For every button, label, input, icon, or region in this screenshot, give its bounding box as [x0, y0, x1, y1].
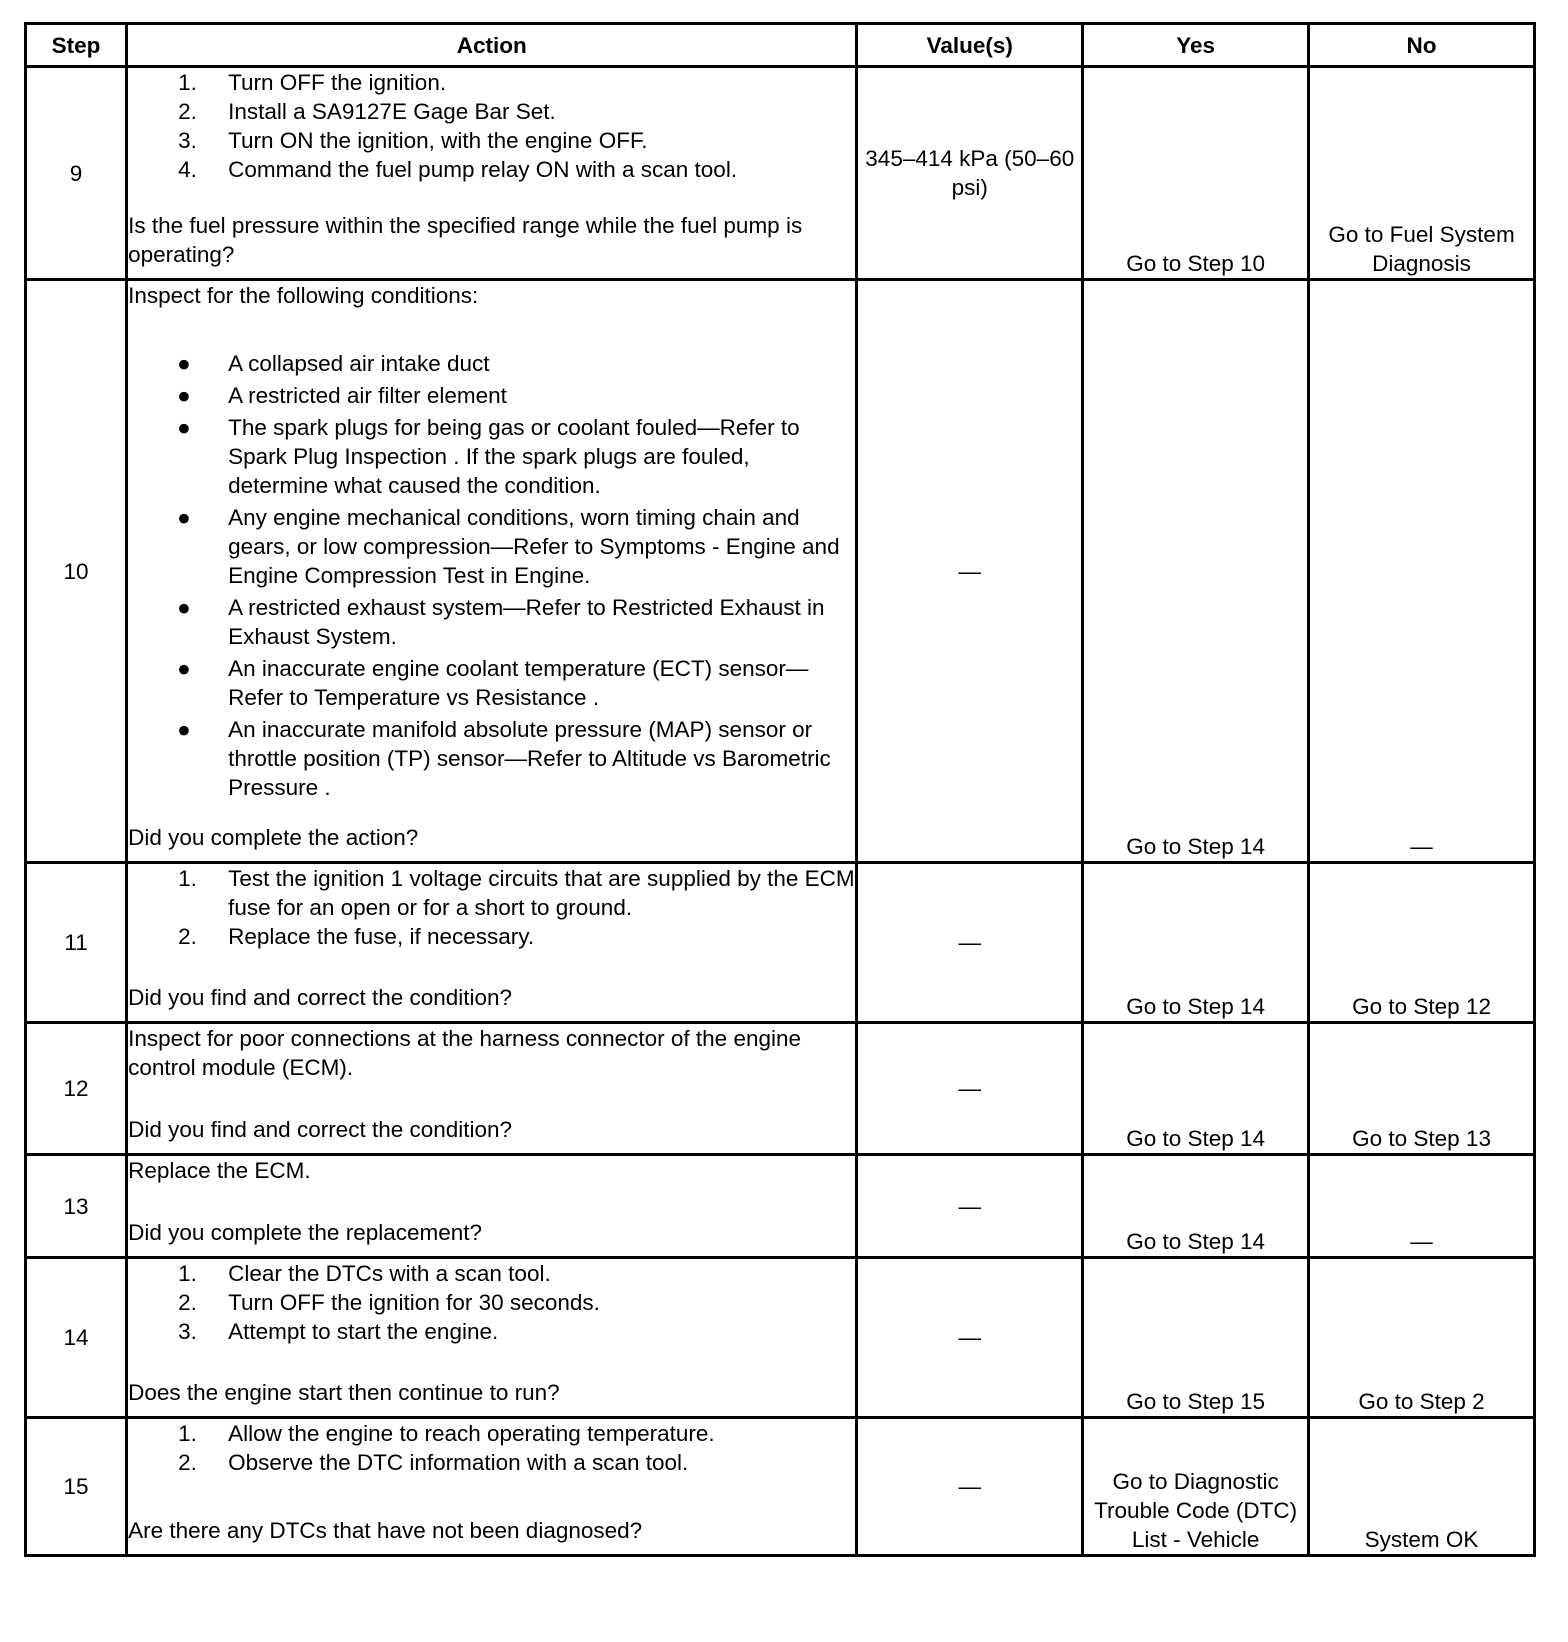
- value-cell: —: [857, 1418, 1083, 1556]
- no-cell: Go to Fuel System Diagnosis: [1309, 67, 1535, 280]
- action-intro: Replace the ECM.: [128, 1158, 311, 1183]
- action-cell: [127, 1023, 857, 1155]
- list-item: ● An inaccurate manifold absolute pressure (MAP) sensor or throttle position (TP) sensor—Refer to Altitude vs Barometric Pressure .: [177, 717, 831, 800]
- list-item: 1. Turn OFF the ignition.: [178, 70, 447, 95]
- table-row: [26, 1023, 1535, 1155]
- list-item: 1. Allow the engine to reach operating temperature.: [178, 1421, 715, 1446]
- header-values: Value(s): [857, 24, 1083, 67]
- list-item: 2. Install a SA9127E Gage Bar Set.: [178, 99, 556, 124]
- value-cell: —: [857, 1023, 1083, 1155]
- list-item: ● A restricted air filter element: [177, 383, 507, 408]
- no-cell: System OK: [1309, 1418, 1535, 1556]
- action-cell: [127, 1258, 857, 1418]
- list-item: ● A restricted exhaust system—Refer to Restricted Exhaust in Exhaust System.: [177, 595, 825, 649]
- action-question: Are there any DTCs that have not been diagnosed?: [128, 1518, 643, 1543]
- yes-cell: Go to Step 14: [1083, 863, 1309, 1023]
- value-cell: —: [857, 1258, 1083, 1418]
- step-number: 12: [26, 1023, 127, 1155]
- header-yes: Yes: [1083, 24, 1309, 67]
- header-action: Action: [127, 24, 857, 67]
- no-cell: —: [1309, 280, 1535, 863]
- header-step: Step: [26, 24, 127, 67]
- step-number: 9: [26, 67, 127, 280]
- condition-list: [128, 349, 855, 805]
- action-steps: [128, 68, 855, 184]
- step-number: 13: [26, 1155, 127, 1258]
- list-item: 2. Turn OFF the ignition for 30 seconds.: [178, 1290, 600, 1315]
- yes-cell: Go to Step 14: [1083, 1023, 1309, 1155]
- list-item: 4. Command the fuel pump relay ON with a scan tool.: [178, 157, 738, 182]
- no-cell: Go to Step 2: [1309, 1258, 1535, 1418]
- table-row: [26, 1418, 1535, 1556]
- value-cell: 345–414 kPa (50–60 psi): [857, 67, 1083, 280]
- action-cell: [127, 67, 857, 280]
- list-item: ● Any engine mechanical conditions, worn timing chain and gears, or low compression—Refer to Symptoms - Engine and Engine Compression Test in Engine.: [177, 505, 840, 588]
- action-question: Did you find and correct the condition?: [128, 985, 513, 1010]
- list-item: 1. Test the ignition 1 voltage circuits that are supplied by the ECM fuse for an open or for a short to ground.: [178, 866, 855, 920]
- header-no: No: [1309, 24, 1535, 67]
- action-cell: [127, 280, 857, 863]
- yes-cell: Go to Step 15: [1083, 1258, 1309, 1418]
- action-cell: [127, 863, 857, 1023]
- action-cell: [127, 1155, 857, 1258]
- action-steps: [128, 864, 855, 951]
- list-item: 1. Clear the DTCs with a scan tool.: [178, 1261, 551, 1286]
- step-number: 10: [26, 280, 127, 863]
- action-intro: Inspect for the following conditions:: [128, 283, 479, 308]
- step-number: 15: [26, 1418, 127, 1556]
- value-cell: —: [857, 280, 1083, 863]
- action-steps: [128, 1419, 855, 1477]
- list-item: ● A collapsed air intake duct: [177, 351, 490, 376]
- table-row: [26, 67, 1535, 280]
- list-item: 3. Turn ON the ignition, with the engine OFF.: [178, 128, 648, 153]
- step-number: 14: [26, 1258, 127, 1418]
- action-cell: [127, 1418, 857, 1556]
- action-intro: Inspect for poor connections at the harness connector of the engine control module (ECM).: [128, 1026, 802, 1080]
- header-row: [26, 24, 1535, 67]
- action-question: Does the engine start then continue to run?: [128, 1380, 560, 1405]
- action-question: Did you complete the replacement?: [128, 1220, 483, 1245]
- action-steps: [128, 1259, 855, 1346]
- step-number: 11: [26, 863, 127, 1023]
- list-item: ● The spark plugs for being gas or coolant fouled—Refer to Spark Plug Inspection . If the spark plugs are fouled, determine what caused the condition.: [177, 415, 800, 498]
- yes-cell: Go to Step 14: [1083, 1155, 1309, 1258]
- action-question: Is the fuel pressure within the specified range while the fuel pump is operating?: [128, 213, 803, 267]
- table-row: [26, 280, 1535, 863]
- diagnostic-table: [24, 22, 1536, 1557]
- yes-cell: Go to Step 10: [1083, 67, 1309, 280]
- list-item: ● An inaccurate engine coolant temperature (ECT) sensor—Refer to Temperature vs Resistance .: [177, 656, 809, 710]
- table-row: [26, 1155, 1535, 1258]
- no-cell: Go to Step 12: [1309, 863, 1535, 1023]
- list-item: 3. Attempt to start the engine.: [178, 1319, 499, 1344]
- action-question: Did you find and correct the condition?: [128, 1117, 513, 1142]
- yes-cell: Go to Step 14: [1083, 280, 1309, 863]
- table-row: [26, 1258, 1535, 1418]
- table-row: [26, 863, 1535, 1023]
- value-cell: —: [857, 863, 1083, 1023]
- no-cell: —: [1309, 1155, 1535, 1258]
- value-cell: —: [857, 1155, 1083, 1258]
- list-item: 2. Observe the DTC information with a scan tool.: [178, 1450, 689, 1475]
- yes-cell: Go to Diagnostic Trouble Code (DTC) List - Vehicle: [1083, 1418, 1309, 1556]
- no-cell: Go to Step 13: [1309, 1023, 1535, 1155]
- list-item: 2. Replace the fuse, if necessary.: [178, 924, 535, 949]
- action-question: Did you complete the action?: [128, 825, 419, 850]
